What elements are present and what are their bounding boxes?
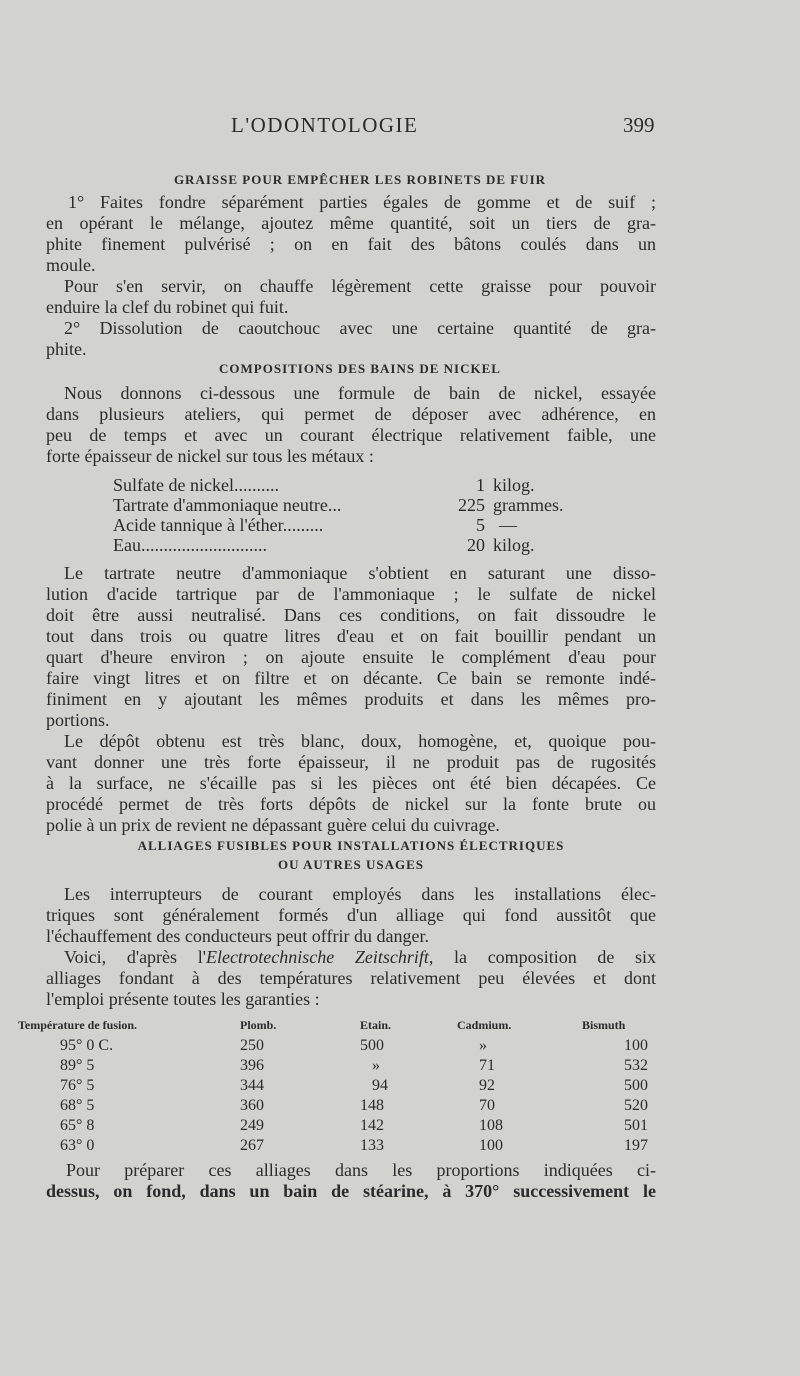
table-cell: 68° 5 (60, 1097, 95, 1114)
table-row (18, 1136, 648, 1156)
text-line: enduire la clef du robinet qui fuit. (46, 297, 289, 317)
text-line: l'échauffement des conducteurs peut offrir du danger. (46, 926, 429, 946)
formula-qty: 20 (467, 535, 485, 555)
text-line: alliages fondant à des températures relativement peu élevées et dont (46, 968, 656, 988)
section-heading-alliages: ALLIAGES FUSIBLES POUR INSTALLATIONS ÉLECTRIQUES (137, 838, 565, 853)
table-cell: 92 (479, 1077, 495, 1094)
table-cell: 250 (240, 1037, 264, 1054)
formula-leader: .......... (233, 475, 279, 495)
formula-row (113, 535, 613, 555)
table-cell: 344 (240, 1077, 264, 1094)
text-line: Pour s'en servir, on chauffe légèrement cette graisse pour pouvoir (64, 276, 656, 296)
column-header: Température de fusion. (18, 1017, 138, 1032)
text-run: , la composition de six (428, 947, 656, 967)
formula-item: Sulfate de nickel (113, 475, 234, 495)
text-line: polie à un prix de revient ne dépassant guère celui du cuivrage. (46, 815, 500, 835)
alloys-table (18, 1014, 648, 1156)
table-cell: 71 (479, 1057, 495, 1074)
text-line: peu de temps et avec un courant électrique relativement faible, une (46, 425, 656, 445)
text-line: Le tartrate neutre d'ammoniaque s'obtient en saturant une disso- (64, 563, 656, 583)
table-cell: 532 (624, 1057, 648, 1074)
paragraph-nickel-preparation (46, 563, 656, 731)
table-cell: 95° 0 C. (60, 1037, 114, 1054)
text-line: procédé permet de très forts dépôts de nickel sur la fonte brute ou (46, 794, 656, 814)
text-line: lution d'acide tartrique par de l'ammoniaque ; le sulfate de nickel (46, 584, 656, 604)
nickel-bath-formula (113, 475, 613, 555)
table-row (18, 1096, 648, 1116)
text-line: l'emploi présente toutes les garanties : (46, 989, 320, 1009)
text-line: à la surface, ne s'écaille pas si les pièces ont été bien décapées. Ce (46, 773, 656, 793)
text-line: Le dépôt obtenu est très blanc, doux, homogène, et, quoique pou- (64, 731, 656, 751)
paragraph-nickel-result (46, 731, 656, 836)
table-cell: 100 (624, 1037, 648, 1054)
formula-item: Acide tannique à l'éther (113, 515, 283, 535)
text-line: en opérant le mélange, ajoutez même quantité, soit un tiers de gra- (46, 213, 656, 233)
section-heading-alliages-line2: OU AUTRES USAGES (277, 857, 425, 872)
formula-row (113, 515, 613, 535)
formula-qty: 5 (476, 515, 485, 535)
text-line: forte épaisseur de nickel sur tous les métaux : (46, 446, 374, 466)
table-row (18, 1036, 648, 1056)
text-line: Les interrupteurs de courant employés dans les installations élec- (64, 884, 656, 904)
table-row (18, 1116, 648, 1136)
formula-unit: grammes. (493, 495, 564, 515)
column-header: Cadmium. (457, 1017, 512, 1032)
paragraph-alliages-source (46, 947, 656, 1010)
text-line: phite. (46, 339, 87, 359)
paragraph-graisse-1 (46, 192, 656, 276)
formula-unit: kilog. (493, 475, 535, 495)
formula-item: Eau (113, 535, 141, 555)
paragraph-nickel-intro (46, 383, 656, 467)
text-line: Nous donnons ci-dessous une formule de bain de nickel, essayée (64, 383, 656, 403)
page-number: 399 (623, 113, 655, 137)
section-heading-graisse: GRAISSE POUR EMPÊCHER LES ROBINETS DE FUIR (173, 172, 547, 187)
running-title: L'ODONTOLOGIE (231, 113, 419, 137)
column-header: Bismuth (582, 1017, 626, 1032)
formula-qty: 1 (476, 475, 485, 495)
text-line (46, 947, 656, 968)
table-cell: 396 (240, 1057, 264, 1074)
table-cell: 70 (479, 1097, 495, 1114)
formula-qty: 225 (458, 495, 485, 515)
table-cell: 520 (624, 1097, 648, 1114)
text-line: dessus, on fond, dans un bain de stéarine, à 370° successivement le (46, 1181, 656, 1201)
formula-leader: ............................ (140, 535, 267, 555)
table-cell: 197 (624, 1137, 648, 1154)
paragraph-graisse-3 (46, 318, 656, 360)
text-line: 1° Faites fondre séparément parties égales de gomme et de suif ; (68, 192, 656, 212)
table-row (18, 1056, 648, 1076)
text-line: quart d'heure environ ; on ajoute ensuite le complément d'eau pour (46, 647, 656, 667)
formula-row (113, 495, 613, 515)
table-cell: 360 (240, 1097, 264, 1114)
formula-row (113, 475, 613, 495)
column-header: Plomb. (240, 1017, 277, 1032)
text-line: phite finement pulvérisé ; on en fait des bâtons coulés dans un (46, 234, 656, 254)
paragraph-graisse-2 (46, 276, 656, 318)
formula-leader: ... (327, 495, 342, 515)
table-cell: 249 (240, 1117, 264, 1134)
text-line: vant donner une très forte épaisseur, il ne produit pas de rugosités (46, 752, 656, 772)
text-line: triques sont généralement formés d'un alliage qui fond aussitôt que (46, 905, 656, 925)
text-line: moule. (46, 255, 96, 275)
section-heading-nickel: COMPOSITIONS DES BAINS DE NICKEL (219, 361, 501, 376)
table-cell: 500 (360, 1037, 384, 1054)
text-line: doit être aussi neutralisé. Dans ces conditions, on fait dissoudre le (46, 605, 656, 625)
table-cell: 94 (372, 1077, 388, 1094)
text-line: dans plusieurs ateliers, qui permet de déposer avec adhérence, en (46, 404, 656, 424)
table-cell: 89° 5 (60, 1057, 95, 1074)
text-line: finiment en y ajoutant les mêmes produits et dans les mêmes pro- (46, 689, 656, 709)
table-cell: 108 (479, 1117, 503, 1134)
table-cell: » (372, 1057, 380, 1074)
table-row (18, 1076, 648, 1096)
text-line: 2° Dissolution de caoutchouc avec une certaine quantité de gra- (64, 318, 656, 338)
table-cell: 76° 5 (60, 1077, 95, 1094)
paragraph-alliages-preparation (46, 1160, 656, 1202)
table-cell: 63° 0 (60, 1137, 95, 1154)
table-cell: » (479, 1037, 487, 1054)
column-header: Etain. (360, 1017, 392, 1032)
journal-title: Electrotechnische Zeitschrift (205, 947, 429, 967)
table-cell: 133 (360, 1137, 384, 1154)
table-cell: 501 (624, 1117, 648, 1134)
table-cell: 100 (479, 1137, 503, 1154)
table-cell: 148 (360, 1097, 384, 1114)
text-line: faire vingt litres et on filtre et on décante. Ce bain se remonte indé- (46, 668, 656, 688)
text-line: Pour préparer ces alliages dans les proportions indiquées ci- (66, 1160, 656, 1180)
formula-unit: kilog. (493, 535, 535, 555)
text-line: tout dans trois ou quatre litres d'eau et on fait bouillir pendant un (46, 626, 656, 646)
text-run: Voici, d'après l' (64, 947, 206, 967)
formula-unit: — (499, 515, 517, 535)
formula-item: Tartrate d'ammoniaque neutre (113, 495, 328, 515)
table-cell: 267 (240, 1137, 264, 1154)
formula-leader: ......... (282, 515, 324, 535)
table-cell: 65° 8 (60, 1117, 95, 1134)
table-cell: 142 (360, 1117, 384, 1134)
table-header-row (18, 1014, 648, 1036)
table-cell: 500 (624, 1077, 648, 1094)
text-line: portions. (46, 710, 110, 730)
paragraph-alliages-intro (46, 884, 656, 947)
